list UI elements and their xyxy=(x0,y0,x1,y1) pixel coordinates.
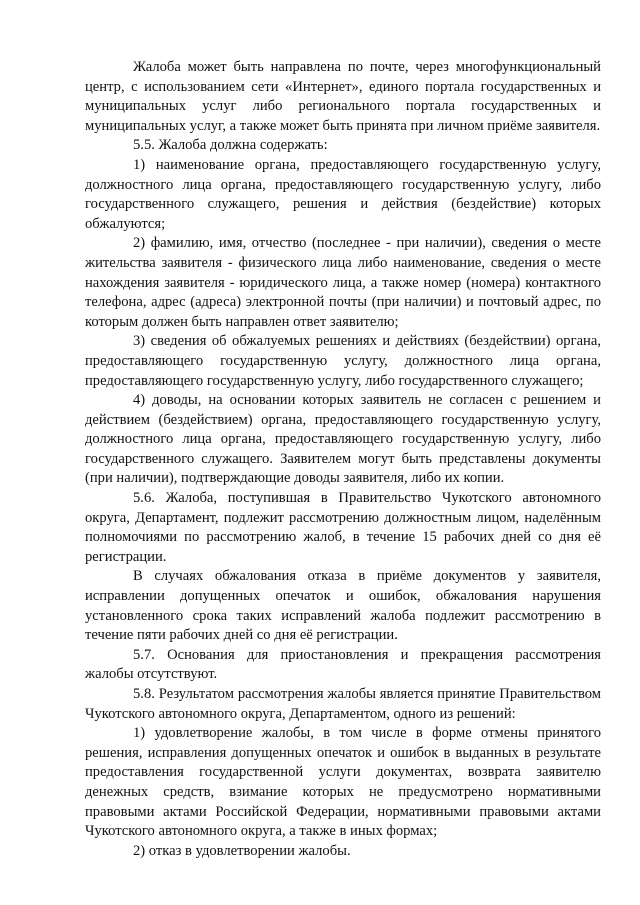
paragraph-5-8-item-2: 2) отказ в удовлетворении жалобы. xyxy=(133,842,351,859)
paragraph-5-5-heading: 5.5. Жалоба должна содержать: xyxy=(133,137,328,154)
paragraph-5-8: 5.8. Результатом рассмотрения жалобы является принятие Правительством Чукотского автономного округа, Департаментом, одного из решений: xyxy=(85,686,601,722)
paragraph-5-6-refusal-cases: В случаях обжалования отказа в приёме документов у заявителя, исправлении допущенных опечаток и ошибок, обжалования нарушения установленного срока таких исправлений жалоба подлежит рассмотрению в течение пяти рабочих дней со дня её регистрации. xyxy=(85,568,601,644)
paragraph-5-7: 5.7. Основания для приостановления и прекращения рассмотрения жалобы отсутствуют. xyxy=(85,646,601,683)
document-body xyxy=(85,58,601,861)
paragraph-complaint-channels: Жалоба может быть направлена по почте, через многофункциональный центр, с использованием сети «Интернет», единого портала государственных и муниципальных услуг либо регионального портала государственных и муниципальных услуг, а также может быть принята при личном приёме заявителя. xyxy=(85,59,601,134)
paragraph-5-8-item-1: 1) удовлетворение жалобы, в том числе в форме отмены принятого решения, исправления допущенных опечаток и ошибок в выданных в результате предоставления государственной услуги документах, возврата заявителю денежных средств, взимание которых не предусмотрено нормативными правовыми актами Российской Федерации, нормативными правовыми актами Чукотского автономного округа, а также в иных формах; xyxy=(85,725,601,840)
paragraph-5-5-item-1: 1) наименование органа, предоставляющего государственную услугу, должностного лица органа, предоставляющего государственную услугу, либо государственного служащего, решения и действия (бездействие) которых обжалуются; xyxy=(85,156,601,232)
paragraph-5-5-item-3: 3) сведения об обжалуемых решениях и действиях (бездействии) органа, предоставляющего государственную услугу, должностного лица органа, предоставляющего государственную услугу, либо государственного служащего; xyxy=(85,333,601,389)
paragraph-5-6: 5.6. Жалоба, поступившая в Правительство Чукотского автономного округа, Департамент, подлежит рассмотрению должностным лицом, наделённым полномочиями по рассмотрению жалоб, в течение 15 рабочих дней со дня её регистрации. xyxy=(85,490,601,565)
paragraph-5-5-item-4: 4) доводы, на основании которых заявитель не согласен с решением и действием (бездействием) органа, предоставляющего государственную услугу, должностного лица органа, предоставляющего государственную услугу, либо государственного служащего. Заявителем могут быть представлены документы (при наличии), подтверждающие доводы заявителя, либо их копии. xyxy=(85,392,601,487)
paragraph-5-5-item-2: 2) фамилию, имя, отчество (последнее - при наличии), сведения о месте жительства заявителя - физического лица либо наименование, сведения о месте нахождения заявителя - юридического лица, а также номер (номера) контактного телефона, адрес (адреса) электронной почты (при наличии) и почтовый адрес, по которым должен быть направлен ответ заявителю; xyxy=(85,235,601,330)
